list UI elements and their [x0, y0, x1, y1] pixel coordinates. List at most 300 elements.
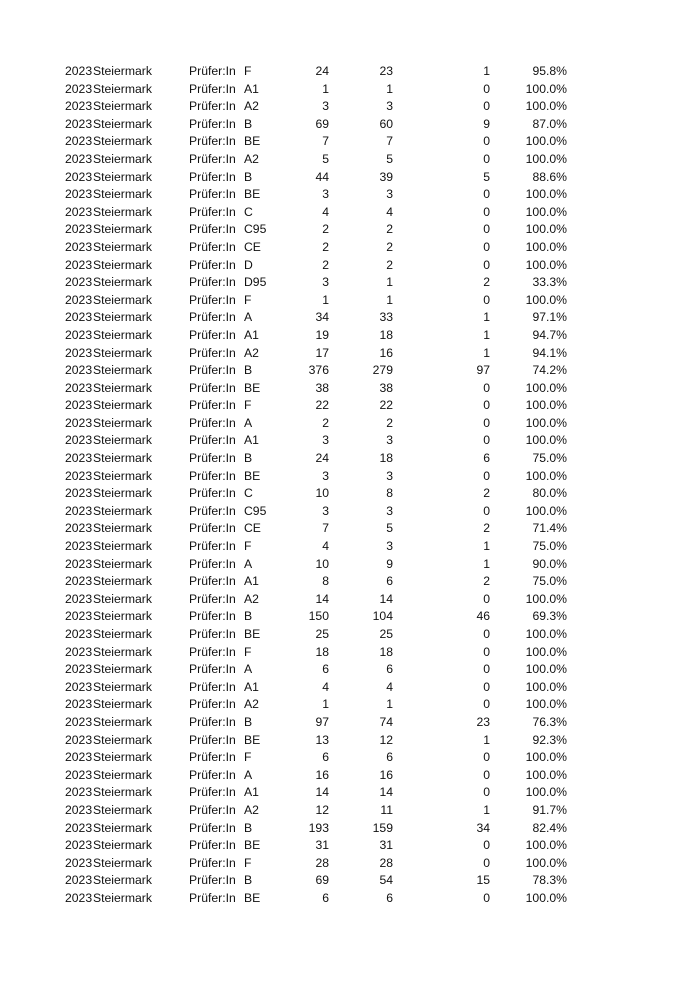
role-cell: Prüfer:In: [189, 539, 236, 554]
state-cell: Steiermark: [93, 644, 152, 659]
total-cell: 22: [315, 398, 329, 413]
table-row: [0, 732, 700, 750]
rate-cell: 33.3%: [532, 275, 567, 290]
year-cell: 2023: [65, 363, 93, 378]
rate-cell: 78.3%: [532, 873, 567, 888]
table-row: [0, 696, 700, 714]
state-cell: Steiermark: [93, 327, 152, 342]
table-row: [0, 556, 700, 574]
class-cell: A1: [244, 785, 259, 800]
role-cell: Prüfer:In: [189, 363, 236, 378]
passed-cell: 279: [372, 363, 393, 378]
year-cell: 2023: [65, 222, 93, 237]
rate-cell: 100.0%: [525, 468, 567, 483]
class-cell: F: [244, 750, 252, 765]
rate-cell: 94.7%: [532, 327, 567, 342]
role-cell: Prüfer:In: [189, 310, 236, 325]
passed-cell: 23: [379, 64, 393, 78]
passed-cell: 3: [386, 433, 393, 448]
passed-cell: 11: [380, 802, 393, 817]
rate-cell: 100.0%: [525, 187, 567, 202]
state-cell: Steiermark: [93, 627, 152, 641]
role-cell: Prüfer:In: [189, 855, 236, 870]
rate-cell: 74.2%: [532, 363, 567, 378]
failed-cell: 2: [483, 486, 490, 501]
state-cell: Steiermark: [93, 591, 152, 606]
total-cell: 1: [322, 697, 329, 712]
class-cell: A2: [244, 99, 259, 114]
rate-cell: 100.0%: [525, 838, 567, 853]
role-cell: Prüfer:In: [189, 204, 236, 219]
year-cell: 2023: [65, 539, 93, 554]
state-cell: Steiermark: [93, 468, 152, 483]
table-row: [0, 221, 700, 239]
state-cell: Steiermark: [93, 398, 152, 413]
state-cell: Steiermark: [93, 486, 152, 501]
total-cell: 13: [315, 732, 329, 747]
state-cell: Steiermark: [93, 415, 152, 430]
role-cell: Prüfer:In: [189, 451, 236, 466]
passed-cell: 60: [379, 116, 393, 131]
state-cell: Steiermark: [93, 873, 152, 888]
state-cell: Steiermark: [93, 556, 152, 571]
year-cell: 2023: [65, 380, 93, 395]
year-cell: 2023: [65, 855, 93, 870]
passed-cell: 104: [372, 609, 393, 624]
rate-cell: 100.0%: [525, 134, 567, 149]
passed-cell: 6: [386, 662, 393, 677]
state-cell: Steiermark: [93, 451, 152, 466]
table-row: [0, 98, 700, 116]
total-cell: 69: [315, 873, 329, 888]
state-cell: Steiermark: [93, 802, 152, 817]
year-cell: 2023: [65, 556, 93, 571]
state-cell: Steiermark: [93, 662, 152, 677]
year-cell: 2023: [65, 662, 93, 677]
passed-cell: 3: [386, 503, 393, 518]
failed-cell: 1: [483, 802, 490, 817]
total-cell: 38: [315, 380, 329, 395]
failed-cell: 0: [483, 81, 490, 96]
state-cell: Steiermark: [93, 503, 152, 518]
rate-cell: 71.4%: [532, 521, 567, 536]
rate-cell: 76.3%: [532, 714, 567, 729]
rate-cell: 69.3%: [532, 609, 567, 624]
total-cell: 19: [315, 327, 329, 342]
role-cell: Prüfer:In: [189, 134, 236, 149]
year-cell: 2023: [65, 627, 93, 641]
role-cell: Prüfer:In: [189, 486, 236, 501]
total-cell: 7: [322, 521, 329, 536]
year-cell: 2023: [65, 116, 93, 131]
total-cell: 3: [322, 99, 329, 114]
total-cell: 10: [315, 486, 329, 501]
year-cell: 2023: [65, 81, 93, 96]
passed-cell: 22: [379, 398, 393, 413]
year-cell: 2023: [65, 644, 93, 659]
year-cell: 2023: [65, 802, 93, 817]
failed-cell: 0: [483, 697, 490, 712]
rate-cell: 95.8%: [532, 64, 567, 78]
rate-cell: 100.0%: [525, 890, 567, 905]
year-cell: 2023: [65, 327, 93, 342]
role-cell: Prüfer:In: [189, 591, 236, 606]
failed-cell: 1: [483, 345, 490, 360]
passed-cell: 33: [379, 310, 393, 325]
class-cell: BE: [244, 134, 261, 149]
class-cell: A2: [244, 591, 259, 606]
table-row: [0, 626, 700, 644]
passed-cell: 9: [386, 556, 393, 571]
state-cell: Steiermark: [93, 134, 152, 149]
year-cell: 2023: [65, 750, 93, 765]
failed-cell: 0: [483, 151, 490, 166]
failed-cell: 0: [483, 257, 490, 272]
total-cell: 69: [315, 116, 329, 131]
rate-cell: 100.0%: [525, 679, 567, 694]
rate-cell: 100.0%: [525, 627, 567, 641]
year-cell: 2023: [65, 767, 93, 782]
role-cell: Prüfer:In: [189, 292, 236, 307]
total-cell: 6: [322, 750, 329, 765]
rate-cell: 100.0%: [525, 222, 567, 237]
rate-cell: 100.0%: [525, 591, 567, 606]
total-cell: 4: [322, 204, 329, 219]
state-cell: Steiermark: [93, 433, 152, 448]
year-cell: 2023: [65, 134, 93, 149]
year-cell: 2023: [65, 591, 93, 606]
role-cell: Prüfer:In: [189, 609, 236, 624]
passed-cell: 5: [386, 151, 393, 166]
year-cell: 2023: [65, 151, 93, 166]
failed-cell: 23: [476, 714, 490, 729]
failed-cell: 5: [483, 169, 490, 184]
role-cell: Prüfer:In: [189, 187, 236, 202]
rate-cell: 100.0%: [525, 644, 567, 659]
failed-cell: 0: [483, 204, 490, 219]
class-cell: A1: [244, 327, 259, 342]
passed-cell: 2: [386, 222, 393, 237]
failed-cell: 0: [483, 433, 490, 448]
rate-cell: 80.0%: [532, 486, 567, 501]
table-row: [0, 432, 700, 450]
class-cell: A2: [244, 345, 259, 360]
role-cell: Prüfer:In: [189, 521, 236, 536]
state-cell: Steiermark: [93, 785, 152, 800]
role-cell: Prüfer:In: [189, 169, 236, 184]
total-cell: 2: [322, 239, 329, 254]
table-row: [0, 802, 700, 820]
role-cell: Prüfer:In: [189, 785, 236, 800]
state-cell: Steiermark: [93, 222, 152, 237]
total-cell: 150: [308, 609, 329, 624]
passed-cell: 38: [379, 380, 393, 395]
failed-cell: 1: [483, 556, 490, 571]
year-cell: 2023: [65, 398, 93, 413]
rate-cell: 100.0%: [525, 398, 567, 413]
passed-cell: 28: [379, 855, 393, 870]
rate-cell: 92.3%: [532, 732, 567, 747]
table-row: [0, 362, 700, 380]
class-cell: A1: [244, 433, 259, 448]
role-cell: Prüfer:In: [189, 327, 236, 342]
state-cell: Steiermark: [93, 714, 152, 729]
rate-cell: 90.0%: [532, 556, 567, 571]
role-cell: Prüfer:In: [189, 662, 236, 677]
rate-cell: 75.0%: [532, 574, 567, 589]
year-cell: 2023: [65, 187, 93, 202]
table-row: [0, 890, 700, 908]
class-cell: C: [244, 204, 253, 219]
role-cell: Prüfer:In: [189, 433, 236, 448]
state-cell: Steiermark: [93, 275, 152, 290]
failed-cell: 0: [483, 468, 490, 483]
table-row: [0, 327, 700, 345]
passed-cell: 4: [386, 679, 393, 694]
rate-cell: 100.0%: [525, 99, 567, 114]
state-cell: Steiermark: [93, 574, 152, 589]
failed-cell: 1: [483, 310, 490, 325]
table-row: [0, 274, 700, 292]
state-cell: Steiermark: [93, 187, 152, 202]
total-cell: 25: [315, 627, 329, 641]
total-cell: 97: [315, 714, 329, 729]
table-row: [0, 450, 700, 468]
failed-cell: 6: [483, 451, 490, 466]
class-cell: A2: [244, 151, 259, 166]
state-cell: Steiermark: [93, 292, 152, 307]
passed-cell: 8: [386, 486, 393, 501]
total-cell: 17: [315, 345, 329, 360]
year-cell: 2023: [65, 415, 93, 430]
year-cell: 2023: [65, 451, 93, 466]
passed-cell: 7: [386, 134, 393, 149]
year-cell: 2023: [65, 468, 93, 483]
table-row: [0, 309, 700, 327]
rate-cell: 100.0%: [525, 433, 567, 448]
passed-cell: 4: [386, 204, 393, 219]
failed-cell: 0: [483, 398, 490, 413]
table-row: [0, 63, 700, 81]
class-cell: D95: [244, 275, 267, 290]
class-cell: F: [244, 539, 252, 554]
class-cell: CE: [244, 239, 261, 254]
role-cell: Prüfer:In: [189, 398, 236, 413]
rate-cell: 82.4%: [532, 820, 567, 835]
failed-cell: 0: [483, 662, 490, 677]
passed-cell: 16: [379, 345, 393, 360]
class-cell: BE: [244, 627, 261, 641]
table-row: [0, 133, 700, 151]
class-cell: A: [244, 662, 253, 677]
class-cell: BE: [244, 732, 261, 747]
role-cell: Prüfer:In: [189, 873, 236, 888]
state-cell: Steiermark: [93, 64, 152, 78]
class-cell: BE: [244, 468, 261, 483]
failed-cell: 0: [483, 415, 490, 430]
role-cell: Prüfer:In: [189, 64, 236, 78]
class-cell: A: [244, 556, 253, 571]
state-cell: Steiermark: [93, 239, 152, 254]
table-row: [0, 714, 700, 732]
total-cell: 1: [322, 292, 329, 307]
class-cell: F: [244, 644, 252, 659]
class-cell: A2: [244, 697, 259, 712]
total-cell: 24: [315, 64, 329, 78]
failed-cell: 2: [483, 574, 490, 589]
state-cell: Steiermark: [93, 151, 152, 166]
total-cell: 3: [322, 433, 329, 448]
total-cell: 18: [315, 644, 329, 659]
table-row: [0, 116, 700, 134]
passed-cell: 2: [386, 239, 393, 254]
role-cell: Prüfer:In: [189, 627, 236, 641]
passed-cell: 18: [379, 451, 393, 466]
passed-cell: 1: [386, 697, 393, 712]
table-row: [0, 239, 700, 257]
class-cell: F: [244, 398, 252, 413]
failed-cell: 0: [483, 767, 490, 782]
total-cell: 31: [315, 838, 329, 853]
table-row: [0, 345, 700, 363]
rate-cell: 100.0%: [525, 855, 567, 870]
total-cell: 44: [315, 169, 329, 184]
year-cell: 2023: [65, 732, 93, 747]
total-cell: 193: [308, 820, 329, 835]
role-cell: Prüfer:In: [189, 99, 236, 114]
passed-cell: 3: [386, 99, 393, 114]
state-cell: Steiermark: [93, 890, 152, 905]
failed-cell: 46: [476, 609, 490, 624]
class-cell: BE: [244, 890, 261, 905]
year-cell: 2023: [65, 785, 93, 800]
role-cell: Prüfer:In: [189, 820, 236, 835]
rate-cell: 100.0%: [525, 81, 567, 96]
year-cell: 2023: [65, 64, 93, 78]
failed-cell: 15: [476, 873, 490, 888]
table-row: [0, 468, 700, 486]
role-cell: Prüfer:In: [189, 415, 236, 430]
failed-cell: 0: [483, 187, 490, 202]
table-row: [0, 820, 700, 838]
failed-cell: 0: [483, 644, 490, 659]
passed-cell: 3: [386, 468, 393, 483]
passed-cell: 6: [386, 750, 393, 765]
state-cell: Steiermark: [93, 732, 152, 747]
class-cell: C95: [244, 503, 267, 518]
rate-cell: 100.0%: [525, 151, 567, 166]
table-row: [0, 837, 700, 855]
total-cell: 4: [322, 679, 329, 694]
table-row: [0, 608, 700, 626]
year-cell: 2023: [65, 486, 93, 501]
total-cell: 8: [322, 574, 329, 589]
table-row: [0, 855, 700, 873]
table-row: [0, 749, 700, 767]
year-cell: 2023: [65, 239, 93, 254]
rate-cell: 100.0%: [525, 750, 567, 765]
failed-cell: 0: [483, 591, 490, 606]
class-cell: A1: [244, 679, 259, 694]
role-cell: Prüfer:In: [189, 380, 236, 395]
rate-cell: 100.0%: [525, 767, 567, 782]
passed-cell: 18: [379, 644, 393, 659]
state-cell: Steiermark: [93, 609, 152, 624]
passed-cell: 1: [386, 275, 393, 290]
passed-cell: 1: [386, 81, 393, 96]
total-cell: 10: [315, 556, 329, 571]
class-cell: B: [244, 873, 253, 888]
failed-cell: 0: [483, 785, 490, 800]
passed-cell: 31: [379, 838, 393, 853]
year-cell: 2023: [65, 310, 93, 325]
year-cell: 2023: [65, 574, 93, 589]
state-cell: Steiermark: [93, 679, 152, 694]
total-cell: 28: [315, 855, 329, 870]
class-cell: B: [244, 820, 253, 835]
class-cell: B: [244, 609, 253, 624]
table-row: [0, 784, 700, 802]
year-cell: 2023: [65, 679, 93, 694]
year-cell: 2023: [65, 169, 93, 184]
class-cell: F: [244, 292, 252, 307]
rate-cell: 100.0%: [525, 503, 567, 518]
year-cell: 2023: [65, 609, 93, 624]
failed-cell: 34: [476, 820, 490, 835]
passed-cell: 14: [379, 785, 393, 800]
table-row: [0, 872, 700, 890]
total-cell: 6: [322, 890, 329, 905]
state-cell: Steiermark: [93, 750, 152, 765]
role-cell: Prüfer:In: [189, 732, 236, 747]
rate-cell: 100.0%: [525, 415, 567, 430]
total-cell: 16: [315, 767, 329, 782]
total-cell: 12: [315, 802, 329, 817]
table-row: [0, 81, 700, 99]
year-cell: 2023: [65, 292, 93, 307]
class-cell: C95: [244, 222, 267, 237]
class-cell: D: [244, 257, 253, 272]
year-cell: 2023: [65, 99, 93, 114]
state-cell: Steiermark: [93, 539, 152, 554]
class-cell: CE: [244, 521, 261, 536]
failed-cell: 0: [483, 855, 490, 870]
rate-cell: 100.0%: [525, 380, 567, 395]
class-cell: B: [244, 451, 253, 466]
state-cell: Steiermark: [93, 838, 152, 853]
table-row: [0, 380, 700, 398]
state-cell: Steiermark: [93, 345, 152, 360]
role-cell: Prüfer:In: [189, 802, 236, 817]
state-cell: Steiermark: [93, 81, 152, 96]
year-cell: 2023: [65, 433, 93, 448]
total-cell: 3: [322, 503, 329, 518]
table-row: [0, 257, 700, 275]
table-row: [0, 415, 700, 433]
failed-cell: 0: [483, 890, 490, 905]
table-row: [0, 397, 700, 415]
role-cell: Prüfer:In: [189, 697, 236, 712]
total-cell: 3: [322, 187, 329, 202]
role-cell: Prüfer:In: [189, 257, 236, 272]
state-cell: Steiermark: [93, 363, 152, 378]
passed-cell: 6: [386, 574, 393, 589]
year-cell: 2023: [65, 838, 93, 853]
data-table: [0, 63, 700, 908]
passed-cell: 3: [386, 539, 393, 554]
role-cell: Prüfer:In: [189, 116, 236, 131]
year-cell: 2023: [65, 257, 93, 272]
